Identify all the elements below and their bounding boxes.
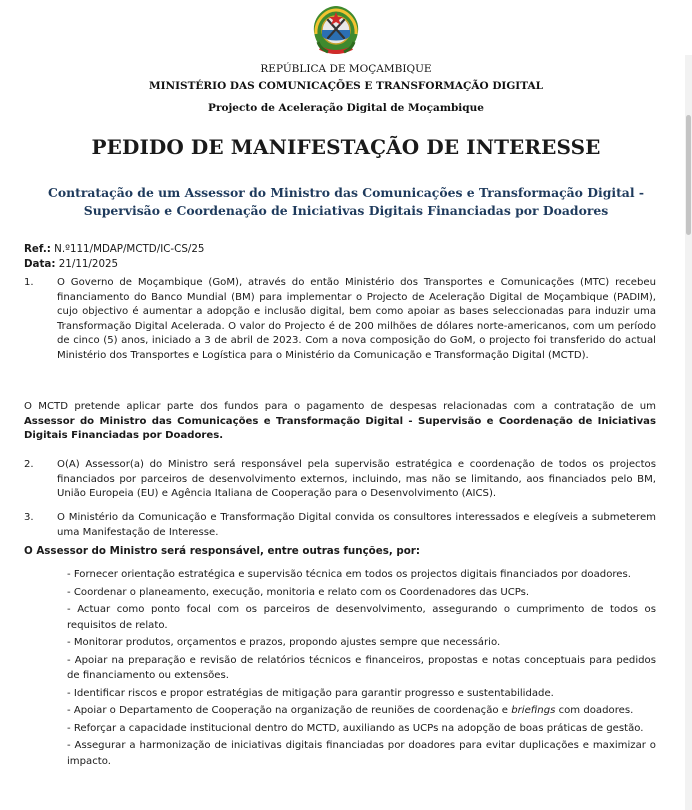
paragraph-text: O(A) Assessor(a) do Ministro será responsável pela supervisão estratégica e coordenação de todos os projectos financiados por parceiros de desenvolvimento externos, incluindo, mas não se limitando, aos financiados pelo BM, União Europeia (EU) e Agência Italiana de Cooperação para o Desenvolvimento (AICS). <box>57 459 656 499</box>
date-value: 21/11/2025 <box>55 258 119 270</box>
document-subtitle <box>40 184 652 220</box>
vertical-scrollbar[interactable] <box>685 55 692 810</box>
responsibilities-list <box>67 567 656 771</box>
responsibilities-heading: O Assessor do Ministro será responsável, entre outras funções, por: <box>24 545 421 557</box>
date-label: Data: <box>24 258 56 270</box>
list-item: - Reforçar a capacidade institucional dentro do MCTD, auxiliando as UCPs na adopção de boas práticas de gestão. <box>67 722 644 734</box>
ministry-name: MINISTÉRIO DAS COMUNICAÇÕES E TRANSFORMAÇÃO DIGITAL <box>148 80 543 92</box>
list-item: - Fornecer orientação estratégica e supervisão técnica em todos os projectos digitais financiados por doadores. <box>67 569 631 580</box>
position-title: Assessor do Ministro das Comunicações e Transformação Digital - Supervisão e Coordenação de Iniciativas Digitais Financiadas por Doadores. <box>24 415 656 441</box>
numbered-paragraph-2 <box>24 458 656 502</box>
list-item-text: com doadores. <box>555 705 634 716</box>
reference-number <box>24 243 204 255</box>
list-item: - Coordenar o planeamento, execução, monitoria e relato com os Coordenadores das UCPs. <box>67 586 530 598</box>
list-item <box>67 703 656 719</box>
paragraph-text: O Governo de Moçambique (GoM), através do então Ministério dos Transportes e Comunicações (MTC) recebeu financiamento do Banco Mundial (BM) para implementar o Projecto de Aceleração Digital de Moçambique (PADIM), cujo objectivo é aumentar a adopção e inclusão digital, bem como apoiar as bases seleccionadas para induzir uma Transformação Digital Acelerada. O valor do Projecto é de 200 milhões de dólares norte-americanos, com um período de cinco (5) anos, iniciado a 3 de abril de 2023. Com a nova composição do GoM, o projecto foi transferido do actual Ministério dos Transportes e Logística para o Ministério da Comunicação e Transformação Digital (MCTD). <box>57 277 656 361</box>
country-name: REPÚBLICA DE MOÇAMBIQUE <box>260 63 432 75</box>
numbered-paragraph-3 <box>24 511 656 540</box>
scrollbar-thumb[interactable] <box>686 115 691 235</box>
reference-label: Ref.: <box>24 243 51 255</box>
project-name: Projecto de Aceleração Digital de Moçambique <box>208 102 484 114</box>
document-date <box>24 258 118 270</box>
numbered-paragraph-1 <box>24 276 656 363</box>
list-item: - Apoiar na preparação e revisão de relatórios técnicos e financeiros, propostas e notas conceptuais para pedidos de financiamento ou extensões. <box>67 654 656 681</box>
page-title: PEDIDO DE MANIFESTAÇÃO DE INTERESSE <box>91 135 601 159</box>
reference-value: N.º111/MDAP/MCTD/IC-CS/25 <box>50 243 205 255</box>
subtitle-line-2: Supervisão e Coordenação de Iniciativas Digitais Financiadas por Doadores <box>83 203 609 218</box>
mozambique-coat-of-arms-icon <box>306 2 366 58</box>
list-item: - Actuar como ponto focal com os parceiros de desenvolvimento, assegurando o cumprimento de todos os requisitos de relato. <box>67 604 656 631</box>
list-item: - Monitorar produtos, orçamentos e prazos, propondo ajustes sempre que necessário. <box>67 637 501 648</box>
paragraph-number: 3. <box>24 512 34 523</box>
paragraph-text: O Ministério da Comunicação e Transformação Digital convida os consultores interessados e elegíveis a submeterem uma Manifestação de Interesse. <box>57 512 656 538</box>
funding-text: O MCTD pretende aplicar parte dos fundos para o pagamento de despesas relacionadas com a contratação de um <box>24 401 656 412</box>
funding-paragraph <box>24 400 656 444</box>
list-item: - Identificar riscos e propor estratégias de mitigação para garantir progresso e sustentabilidade. <box>67 687 554 699</box>
subtitle-line-1: Contratação de um Assessor do Ministro das Comunicações e Transformação Digital - <box>47 185 644 200</box>
list-item-italic: briefings <box>511 705 556 716</box>
paragraph-number: 2. <box>24 459 34 470</box>
list-item: - Assegurar a harmonização de iniciativas digitais financiadas por doadores para evitar duplicações e maximizar o impacto. <box>67 740 656 767</box>
paragraph-number: 1. <box>24 277 34 288</box>
list-item-text: - Apoiar o Departamento de Cooperação na organização de reuniões de coordenação e <box>67 705 512 716</box>
